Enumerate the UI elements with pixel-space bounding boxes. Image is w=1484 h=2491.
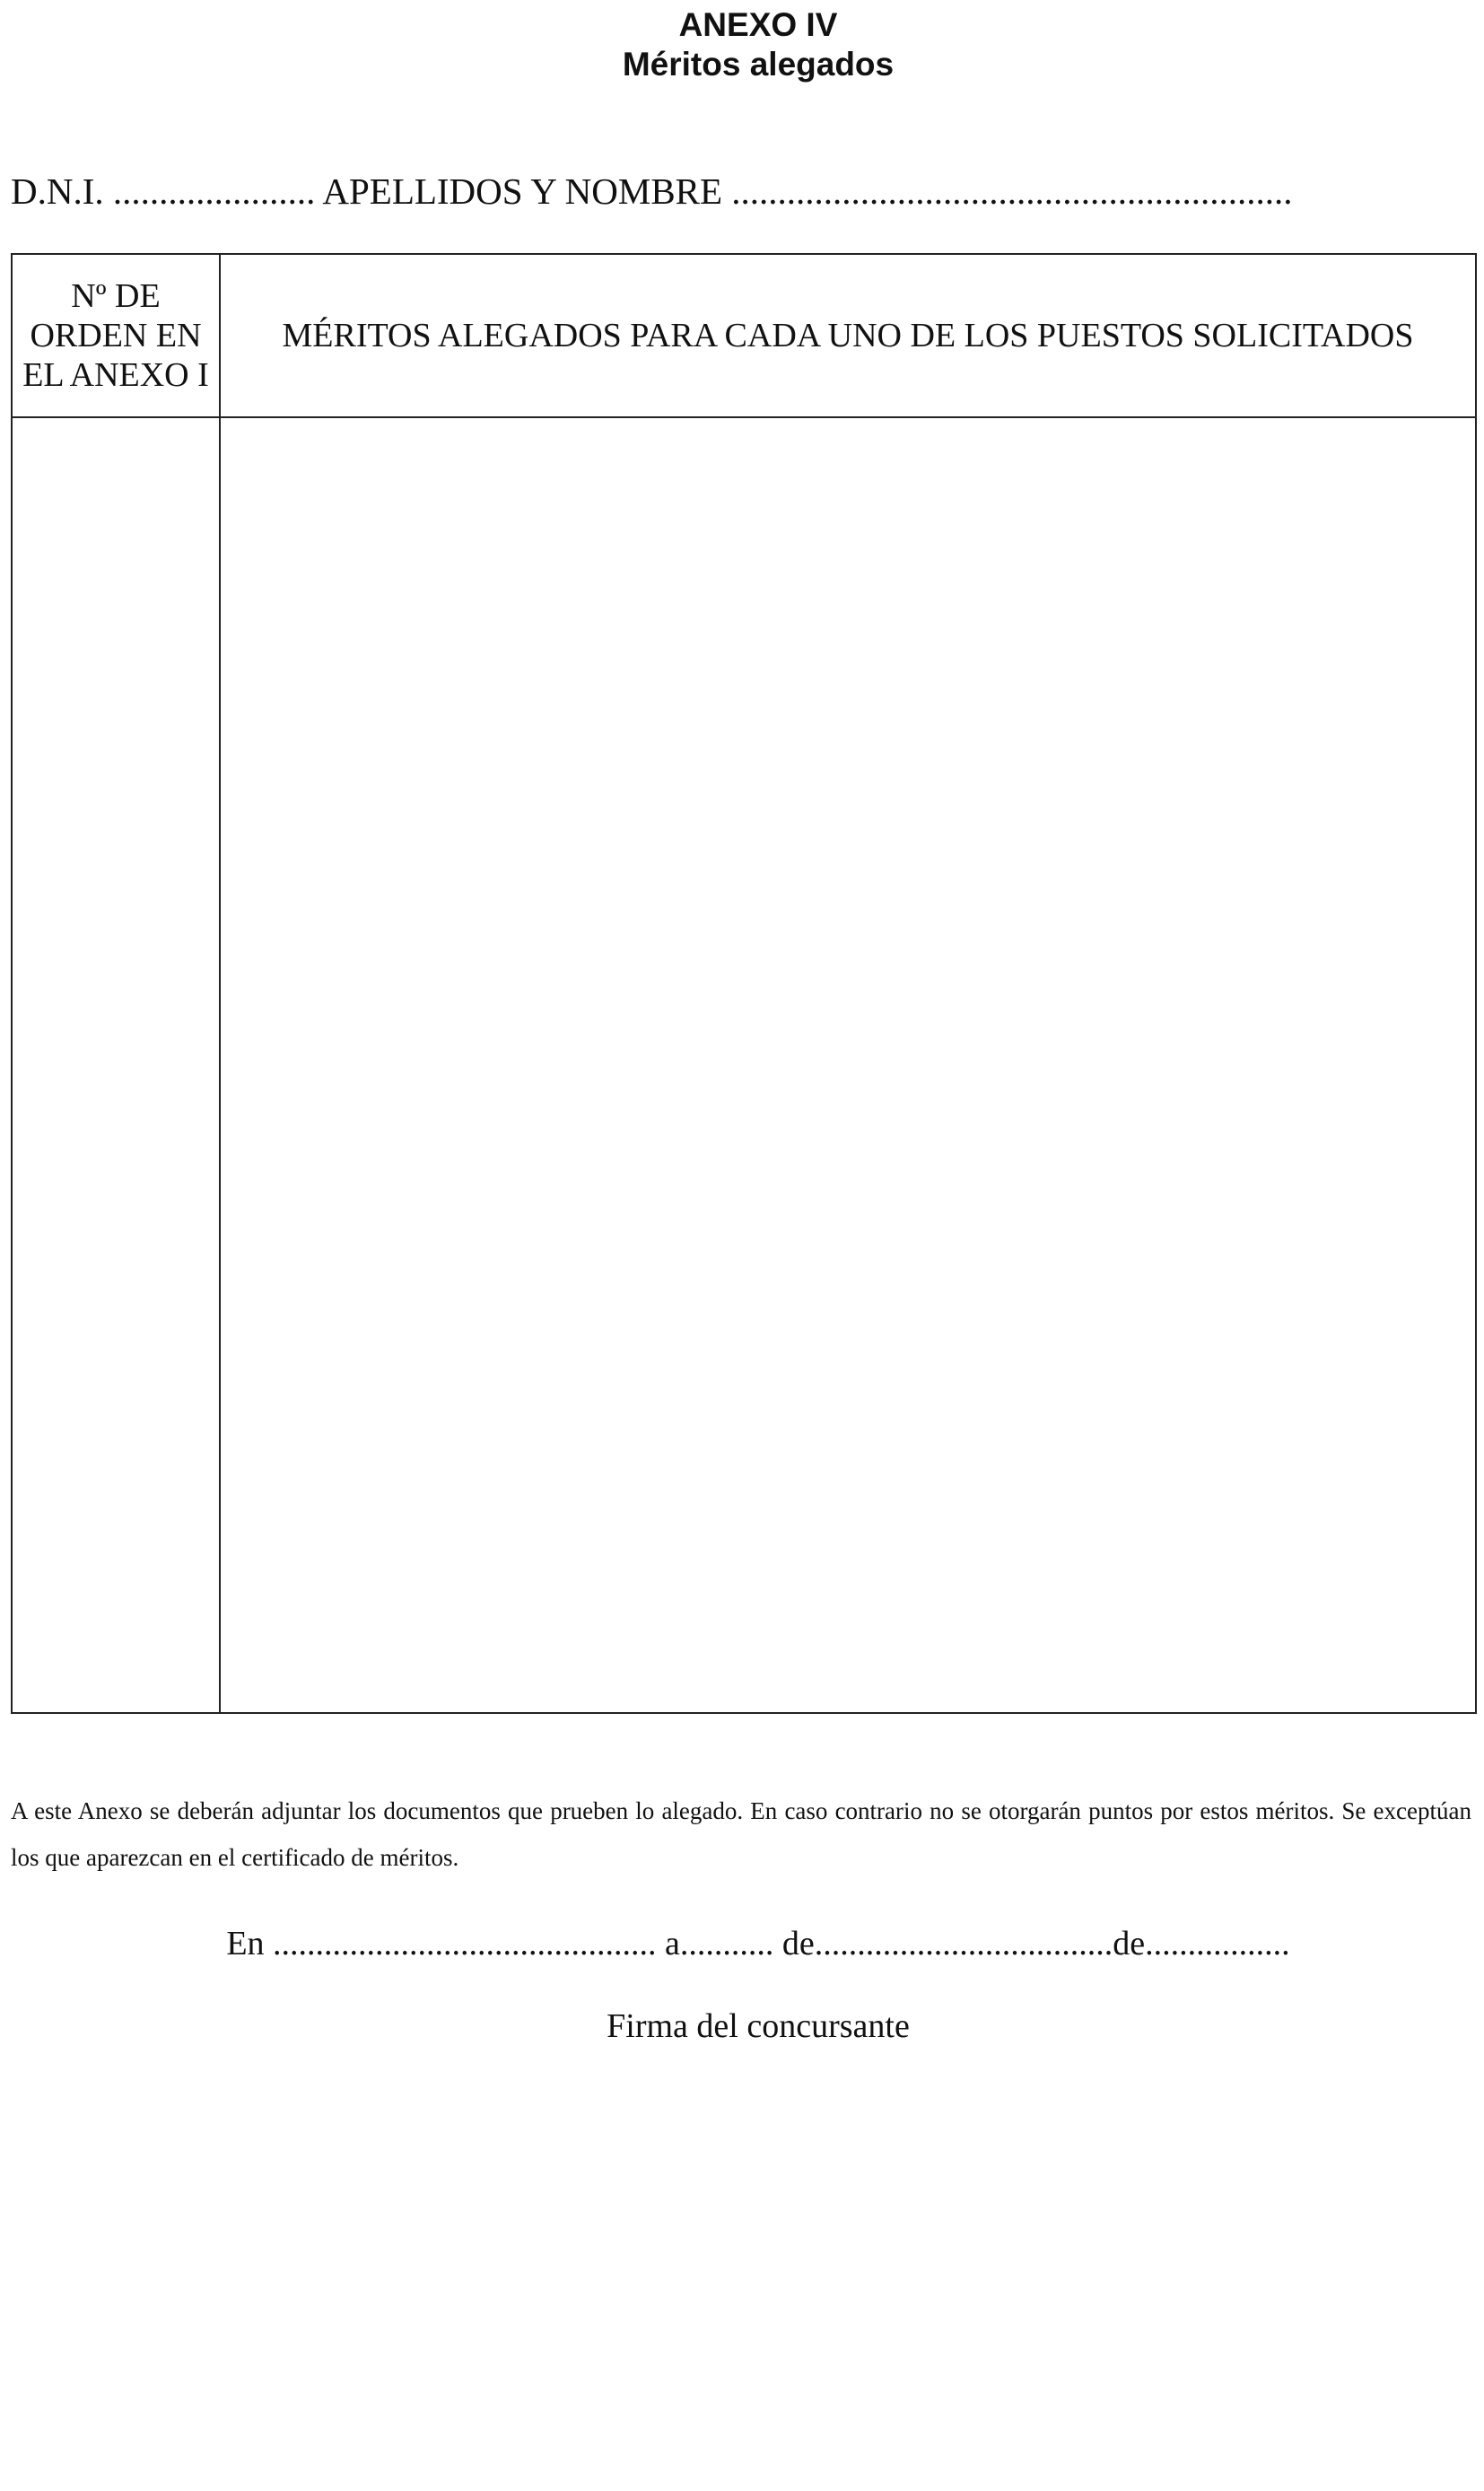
order-number-header xyxy=(12,254,220,417)
merits-table xyxy=(11,253,1477,1714)
order-number-cell[interactable] xyxy=(12,417,220,1713)
signature-label: Firma del concursante xyxy=(607,2007,910,2045)
merits-header: MÉRITOS ALEGADOS PARA CADA UNO DE LOS PUESTOS SOLICITADOS xyxy=(220,254,1476,417)
merits-cell[interactable] xyxy=(220,417,1476,1713)
identification-line: D.N.I. ...................... APELLIDOS Y NOMBRE ............................................................. xyxy=(11,170,1293,212)
place-date-line: En ............................................. a........... de...................................de................. xyxy=(226,1925,1290,1962)
table-body-row xyxy=(12,417,1476,1713)
order-number-header-line: ORDEN EN xyxy=(30,317,202,354)
attachment-note: A este Anexo se deberán adjuntar los documentos que prueben lo alegado. En caso contrario no se otorgarán puntos por estos méritos. Se exceptúan los que aparezcan en el certificado de méritos. xyxy=(11,1797,1471,1871)
document-subtitle: Méritos alegados xyxy=(622,46,895,83)
document-title: ANEXO IV xyxy=(678,6,838,43)
table-header-row xyxy=(12,254,1476,417)
order-number-header-line: Nº DE xyxy=(71,277,161,315)
order-number-header-line: EL ANEXO I xyxy=(22,356,209,394)
